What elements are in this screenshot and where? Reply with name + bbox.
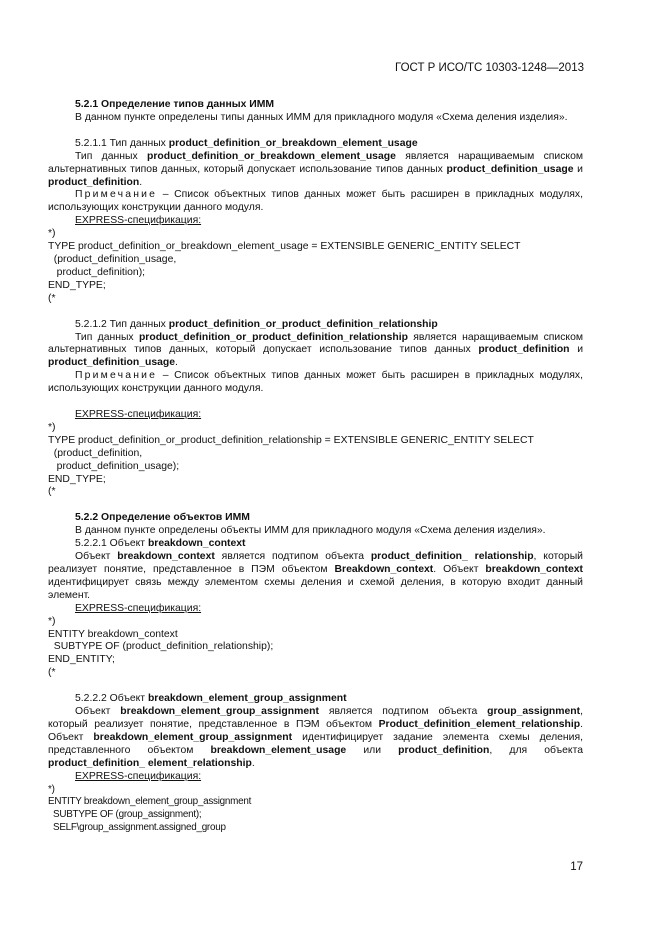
express-code-5-2-1-2: *) TYPE product_definition_or_product_definition_relationship = EXTENSIBLE GENERIC_ENTITY SELECT (product_definition, product_definition_usage); END_TYPE; (* [48,421,534,498]
express-label-5-2-2-2: EXPRESS-спецификация: [75,770,202,782]
subsection-heading-5-2-2-2: 5.2.2.2 Объект breakdown_element_group_assignment [75,693,347,705]
paragraph-5-2-1-1: Тип данных product_definition_or_breakdown_element_usage является наращиваемым списком альтернативных типов данных, который допускает использование типов данных product_definition_usage и product_definition. [48,150,583,188]
section-intro-5-2-2: В данном пункте определены объекты ИММ для прикладного модуля «Схема деления изделия». [75,525,546,537]
page-number: 17 [570,861,583,873]
express-label-5-2-1-1: EXPRESS-спецификация: [75,215,202,227]
paragraph-5-2-2-1: Объект breakdown_context является подтипом объекта product_definition_ relationship, который реализует понятие, представленное в ПЭМ объектом Breakdown_context. Объект breakdown_context идентифицирует связь между элементом схемы деления и схемой деления, в которую входит данный элемент. [48,551,583,601]
note-5-2-1-1: Примечание – Список объектных типов данных может быть расширен в прикладных модулях, использующих конструкции данного модуля. [48,189,583,214]
paragraph-5-2-2-2: Объект breakdown_element_group_assignment является подтипом объекта group_assignment, который реализует понятие, представленное в ПЭМ объектом Product_definition_element_relationship. Объект breakdown_element_group_assignment идентифицирует задание элемента схемы деления, представленного объектом breakdown_element_usage или product_definition, для объекта product_definition_ element_relationship. [48,706,583,769]
page-content [48,99,583,835]
express-code-5-2-1-1: *) TYPE product_definition_or_breakdown_element_usage = EXTENSIBLE GENERIC_ENTITY SELECT (product_definition_usage, product_definition); END_TYPE; (* [48,228,521,304]
section-intro-5-2-1: В данном пункте определены типы данных ИММ для прикладного модуля «Схема деления изделия». [75,111,568,123]
section-heading-5-2-2: 5.2.2 Определение объектов ИММ [75,512,250,524]
subsection-heading-5-2-1-1: 5.2.1.1 Тип данных product_definition_or_breakdown_element_usage [75,137,418,149]
page-header: ГОСТ Р ИСО/ТС 10303-1248—2013 [395,62,584,74]
express-code-5-2-2-1: *) ENTITY breakdown_context SUBTYPE OF (product_definition_relationship); END_ENTITY; (* [48,615,274,679]
paragraph-5-2-1-2: Тип данных product_definition_or_product_definition_relationship является наращиваемым списком альтернативных типов данных, который допускает использование типов данных product_definition и product_definition_usage. [48,331,584,369]
subsection-heading-5-2-2-1: 5.2.2.1 Объект breakdown_context [75,538,246,550]
express-label-5-2-1-2: EXPRESS-спецификация: [75,409,202,421]
express-code-5-2-2-2: *) ENTITY breakdown_element_group_assignment SUBTYPE OF (group_assignment); SELF\group_assignment.assigned_group [48,783,252,834]
note-5-2-1-2: Примечание – Список объектных типов данных может быть расширен в прикладных модулях, использующих конструкции данного модуля. [48,370,583,395]
subsection-heading-5-2-1-2: 5.2.1.2 Тип данных product_definition_or_product_definition_relationship [75,318,438,330]
section-heading-5-2-1: 5.2.1 Определение типов данных ИММ [75,99,275,110]
express-label-5-2-2-1: EXPRESS-спецификация: [75,602,202,614]
